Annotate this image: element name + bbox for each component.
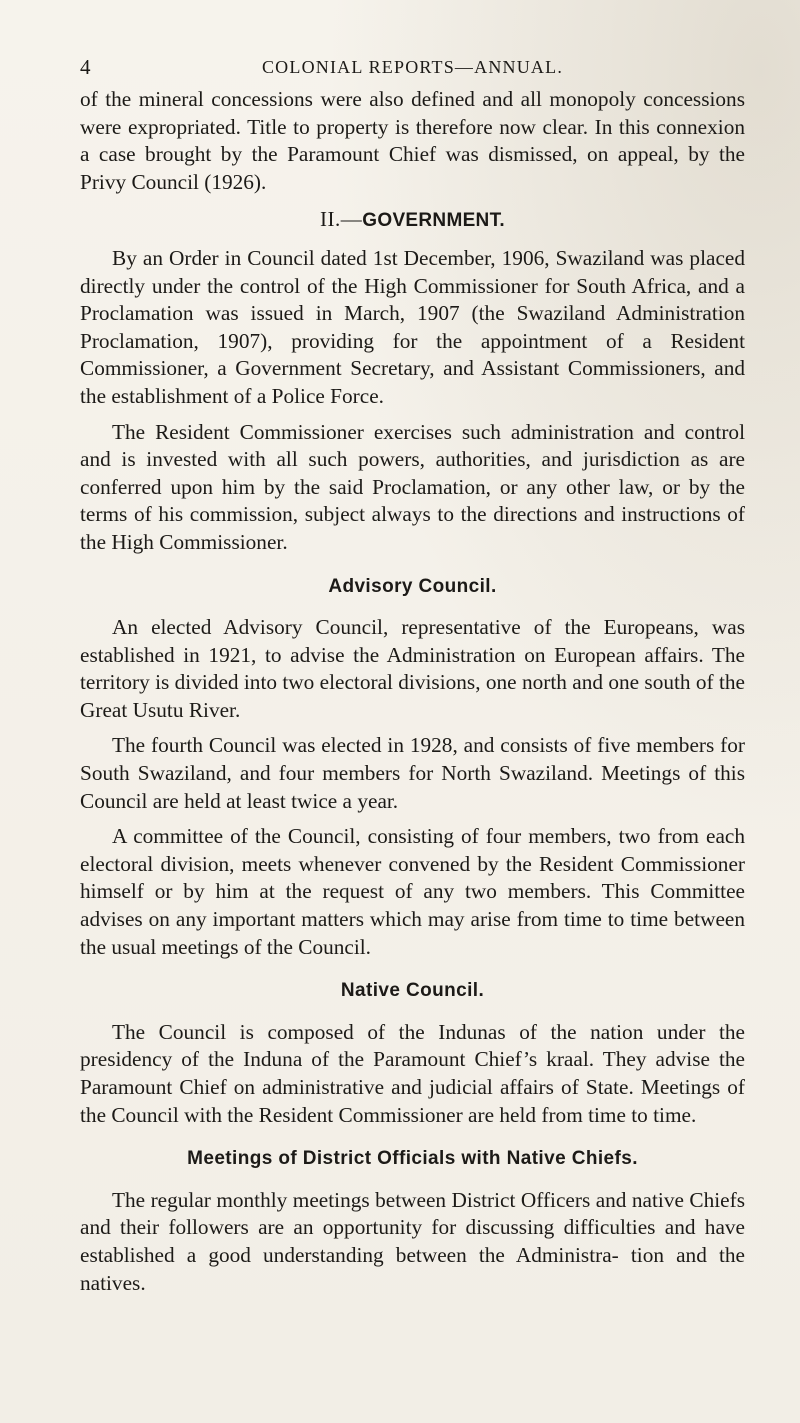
page-number: 4 bbox=[80, 55, 91, 79]
page-header bbox=[80, 55, 745, 85]
section-heading-government bbox=[80, 206, 745, 235]
section-title: GOVERNMENT. bbox=[362, 210, 505, 232]
heading-advisory-council: Advisory Council. bbox=[328, 575, 497, 597]
paragraph-meetings-1: The regular monthly meetings between District Officers and native Chiefs and their followers are an opportunity for discussing difficulties and have established a good understanding between the Administra- tion and the natives. bbox=[80, 1187, 745, 1295]
heading-district-meetings: Meetings of District Officials with Native Chiefs. bbox=[187, 1148, 638, 1170]
paragraph-government-2: The Resident Commissioner exercises such administration and control and is invested with all such powers, authorities, and jurisdiction as are conferred upon him by the said Proclamation, or any other law, or by the terms of his commission, subject always to the directions and instructions of the High Commissioner. bbox=[80, 419, 745, 554]
paragraph-native-1: The Council is composed of the Indunas of the nation under the presidency of the Induna of the Paramount Chief’s kraal. They advise the Paramount Chief on administrative and judicial affairs of State. Meetings of the Council with the Resident Commissioner are held from time to time. bbox=[80, 1019, 745, 1127]
section-number: II.— bbox=[320, 207, 363, 232]
paragraph-intro: of the mineral concessions were also defined and all monopoly concessions were expropriated. Title to property is therefore now clear. In this connexion a case brought by the Paramount Chief was dismissed, on appeal, by the Privy Council (1926). bbox=[80, 87, 745, 194]
paragraph-advisory-2: The fourth Council was elected in 1928, and consists of five members for South Swaziland, and four members for North Swaziland. Meetings of this Council are held at least twice a year. bbox=[80, 733, 745, 813]
paragraph-advisory-1: An elected Advisory Council, representative of the Europeans, was established in 1921, to advise the Administration on European affairs. The territory is divided into two electoral divisions, one north and one south of the Great Usutu River. bbox=[80, 615, 745, 722]
paragraph-advisory-3: A committee of the Council, consisting of four members, two from each electoral division, meets whenever convened by the Resident Commissioner himself or by him at the request of any two members. This Committee advises on any important matters which may arise from time to time between the usual meetings of the Council. bbox=[80, 824, 745, 959]
body-text bbox=[80, 86, 745, 1305]
paragraph-government-1: By an Order in Council dated 1st December, 1906, Swaziland was placed directly under the control of the High Commissioner for South Africa, and a Proclamation was issued in March, 1907 (the Swaziland Administration Proclamation, 1907), providing for the appointment of a Resident Commissioner, a Government Secretary, and Assistant Commissioners, and the establishment of a Police Force. bbox=[80, 245, 745, 408]
running-head: COLONIAL REPORTS—ANNUAL. bbox=[261, 57, 564, 77]
heading-native-council: Native Council. bbox=[340, 980, 485, 1002]
